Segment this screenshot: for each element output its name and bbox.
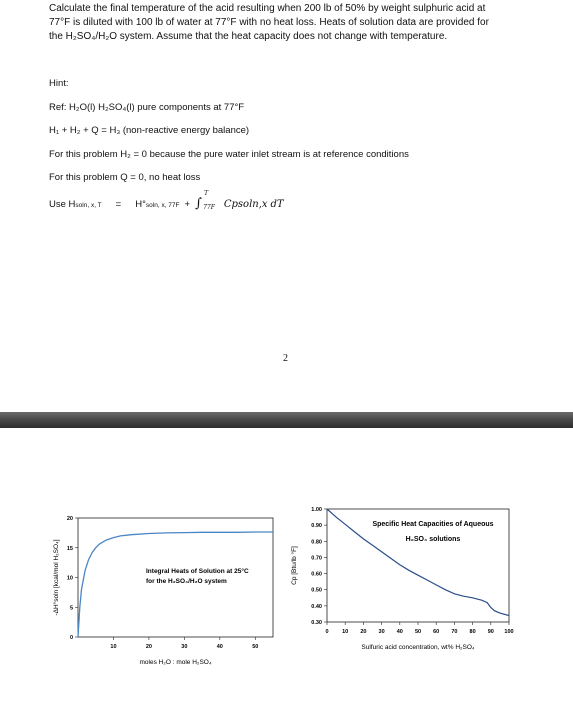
eq-h0: H° bbox=[135, 199, 146, 210]
eq-plus: + bbox=[184, 199, 191, 210]
x-tick-label: 60 bbox=[433, 629, 440, 635]
y-tick-label: 0.30 bbox=[311, 620, 322, 626]
page-divider bbox=[0, 412, 573, 428]
x-tick-label: 10 bbox=[110, 644, 117, 650]
problem-line: 77°F is diluted with 100 lb of water at 77°F with no heat loss. Heats of solution data are provided for bbox=[49, 17, 489, 28]
y-tick-label: 5 bbox=[69, 605, 73, 612]
document-page-bottom bbox=[0, 428, 573, 707]
y-tick-label: 1.00 bbox=[311, 507, 322, 513]
x-tick-label: 10 bbox=[342, 629, 349, 635]
page-number: 2 bbox=[283, 353, 288, 364]
x-tick-label: 50 bbox=[414, 629, 422, 635]
x-axis-label: Sulfuric acid concentration, wt% H₂SO₄ bbox=[361, 644, 475, 651]
eq-equals: = bbox=[115, 199, 122, 210]
y-tick-label: 0.60 bbox=[311, 571, 322, 578]
x-tick-label: 40 bbox=[216, 644, 223, 650]
x-tick-label: 100 bbox=[504, 629, 514, 635]
y-tick-label: 20 bbox=[66, 516, 73, 522]
x-tick-label: 50 bbox=[252, 644, 259, 650]
x-tick-label: 0 bbox=[325, 629, 329, 635]
hint-title: Hint: bbox=[49, 78, 69, 89]
hint-h2-note: For this problem H₂ = 0 because the pure water inlet stream is at reference conditions bbox=[49, 149, 409, 160]
chart-annotation: Specific Heat Capacities of Aqueous bbox=[372, 521, 494, 528]
hint-balance: H₁ + H₂ + Q = H₃ (non-reactive energy balance) bbox=[49, 125, 250, 136]
y-tick-label: 0.70 bbox=[311, 555, 322, 562]
eq-h0-sub: soln, x, 77F bbox=[145, 202, 180, 209]
eq-use-sub: soln, x, T bbox=[75, 202, 102, 209]
eq-integral bbox=[195, 190, 215, 211]
x-tick-label: 20 bbox=[360, 629, 367, 635]
hint-q-note: For this problem Q = 0, no heat loss bbox=[49, 172, 201, 183]
y-tick-label: 0 bbox=[69, 635, 73, 641]
integral-upper: T bbox=[204, 190, 209, 197]
chart-annotation: for the H₂SO₄/H₂O system bbox=[146, 578, 227, 585]
integral-lower: 77F bbox=[203, 204, 215, 211]
heat-of-solution-chart bbox=[52, 516, 273, 666]
x-tick-label: 40 bbox=[396, 629, 403, 635]
x-tick-label: 30 bbox=[181, 644, 188, 650]
y-tick-label: 0.90 bbox=[311, 523, 322, 530]
hint-ref: Ref: H₂O(l) H₂SO₄(l) pure components at 77°F bbox=[49, 102, 245, 113]
chart-annotation: Integral Heats of Solution at 25°C bbox=[146, 568, 249, 575]
y-tick-label: 10 bbox=[66, 575, 73, 582]
y-tick-label: 0.80 bbox=[311, 539, 322, 546]
y-axis-label: Cp [Btu/lb °F] bbox=[291, 546, 298, 585]
x-tick-label: 20 bbox=[145, 644, 152, 650]
y-tick-label: 15 bbox=[66, 545, 73, 552]
y-tick-label: 0.40 bbox=[311, 603, 322, 610]
x-tick-label: 70 bbox=[451, 629, 458, 635]
y-axis-label: -ΔH°soln [kcal/mol H₂SO₄] bbox=[53, 539, 60, 616]
eq-use-prefix: Use H bbox=[49, 199, 76, 210]
heat-capacity-chart bbox=[290, 507, 514, 651]
x-axis-label: moles H₂O : mole H₂SO₄ bbox=[139, 659, 212, 666]
x-tick-label: 90 bbox=[487, 629, 494, 635]
problem-statement bbox=[49, 2, 529, 44]
problem-line: the H₂SO₄/H₂O system. Assume that the heat capacity does not change with temperature. bbox=[49, 31, 448, 42]
chart-annotation: H₂SO₄ solutions bbox=[405, 536, 461, 543]
charts-svg bbox=[0, 428, 573, 707]
eq-integrand-end: dT bbox=[270, 199, 284, 210]
problem-line: Calculate the final temperature of the acid resulting when 200 lb of 50% by weight sulphuric acid at bbox=[49, 3, 486, 14]
hint-equation bbox=[49, 190, 284, 211]
integral-sign: ∫ bbox=[195, 196, 202, 211]
x-tick-label: 80 bbox=[469, 629, 476, 635]
y-tick-label: 0.50 bbox=[311, 587, 322, 594]
eq-integrand: Cpsoln,x bbox=[223, 199, 268, 210]
x-tick-label: 30 bbox=[378, 629, 385, 635]
